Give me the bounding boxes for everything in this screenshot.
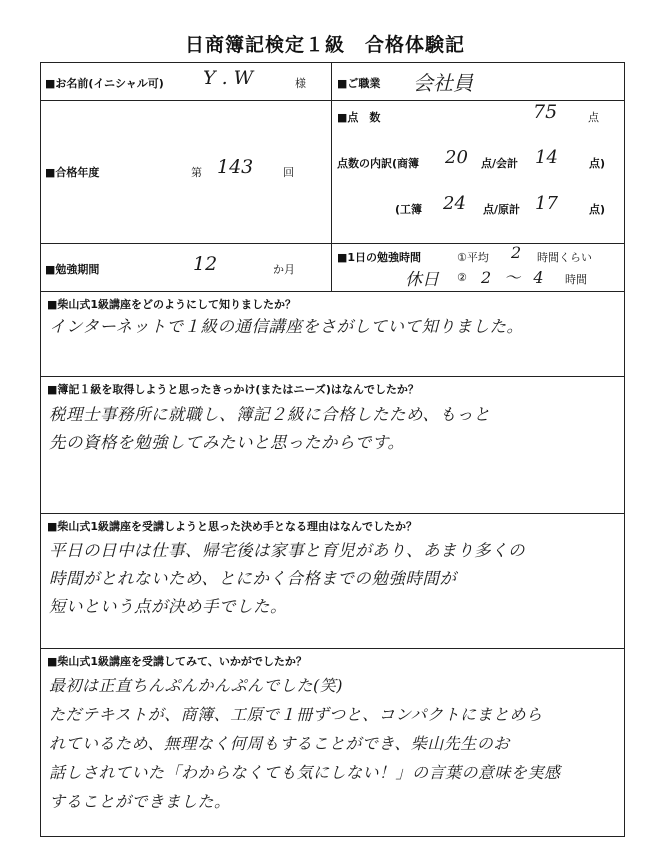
breakdown-label: 点数の内訳(商簿 (337, 157, 420, 170)
period-label: ■勉強期間 (45, 263, 100, 276)
job-label: ■ご職業 (337, 77, 381, 90)
answer-line: 短いという点が決め手でした。 (49, 597, 287, 616)
answer-line: 話しされていた「わからなくても気にしない！」の言葉の意味を実感 (49, 763, 561, 782)
answer-line: れているため、無理なく何周もすることができ、柴山先生のお (49, 734, 510, 753)
experience-form (40, 62, 625, 837)
cost-label: 点/原計 (483, 203, 521, 216)
answer-line: 時間がとれないため、とにかく合格までの勉強時間が (49, 569, 457, 588)
answer-2 (49, 401, 619, 457)
daily-avg-unit: 時間くらい (537, 251, 592, 264)
daily-label: ■1日の勉強時間 (337, 251, 422, 264)
industrial-score: 24 (443, 193, 466, 214)
commercial-score: 20 (445, 147, 468, 168)
answer-line: することができました。 (49, 792, 231, 811)
question-4: ■柴山式1級講座を受講してみて、いかがでしたか？ (47, 655, 307, 668)
cost-score: 17 (535, 193, 558, 214)
score-unit: 点 (588, 111, 599, 124)
daily-r2-value: 2 〜 4 (481, 268, 544, 287)
answer-line: 税理士事務所に就職し、簿記２級に合格したため、もっと (49, 405, 491, 424)
daily-rest-note: 休日 (405, 270, 439, 290)
answer-line: インターネットで１級の通信講座をさがしていて知りました。 (49, 317, 524, 336)
cost-end: 点) (589, 203, 606, 216)
divider (41, 243, 624, 244)
question-2: ■簿記１級を取得しようと思ったきっかけ(またはニーズ)はなんでしたか？ (47, 383, 419, 396)
page-title: 日商簿記検定１級 合格体験記 (184, 34, 465, 56)
answer-line: 先の資格を勉強してみたいと思ったからです。 (49, 433, 405, 452)
answer-3 (49, 537, 619, 621)
question-1: ■柴山式1級講座をどのようにして知りましたか？ (47, 298, 297, 311)
answer-line: 最初は正直ちんぷんかんぷんでした(笑) (49, 676, 343, 695)
accounting-label: 点/会計 (481, 157, 519, 170)
pass-label: ■合格年度 (45, 166, 100, 179)
divider (41, 648, 624, 649)
daily-avg-value: 2 (511, 243, 522, 262)
period-unit: か月 (273, 263, 295, 276)
answer-line: ただテキストが、商簿、工原で１冊ずつと、コンパクトにまとめら (49, 705, 543, 724)
answer-4 (49, 671, 619, 816)
pass-prefix: 第 (191, 166, 202, 179)
daily-avg-label: ①平均 (457, 251, 489, 264)
name-label: ■お名前(イニシャル可) (45, 77, 164, 90)
accounting-score: 14 (535, 147, 558, 168)
divider (331, 63, 332, 291)
answer-1 (49, 313, 619, 341)
pass-suffix: 回 (283, 166, 294, 179)
divider (41, 376, 624, 377)
daily-r2-unit: 時間 (565, 273, 587, 286)
question-3: ■柴山式1級講座を受講しようと思った決め手となる理由はなんでしたか？ (47, 520, 418, 533)
divider (41, 291, 624, 292)
answer-line: 平日の日中は仕事、帰宅後は家事と育児があり、あまり多くの (49, 541, 525, 560)
score-label: ■点 数 (337, 111, 381, 124)
name-suffix: 様 (295, 77, 306, 90)
daily-r2-label: ② (457, 271, 467, 284)
period-value: 12 (193, 253, 218, 275)
pass-value: 143 (217, 156, 254, 178)
accounting-end: 点) (589, 157, 606, 170)
industrial-label: (工簿 (395, 203, 423, 216)
divider (41, 513, 624, 514)
job-value: 会社員 (413, 71, 473, 95)
score-value: 75 (533, 101, 558, 123)
name-value: Y . W (203, 67, 254, 89)
